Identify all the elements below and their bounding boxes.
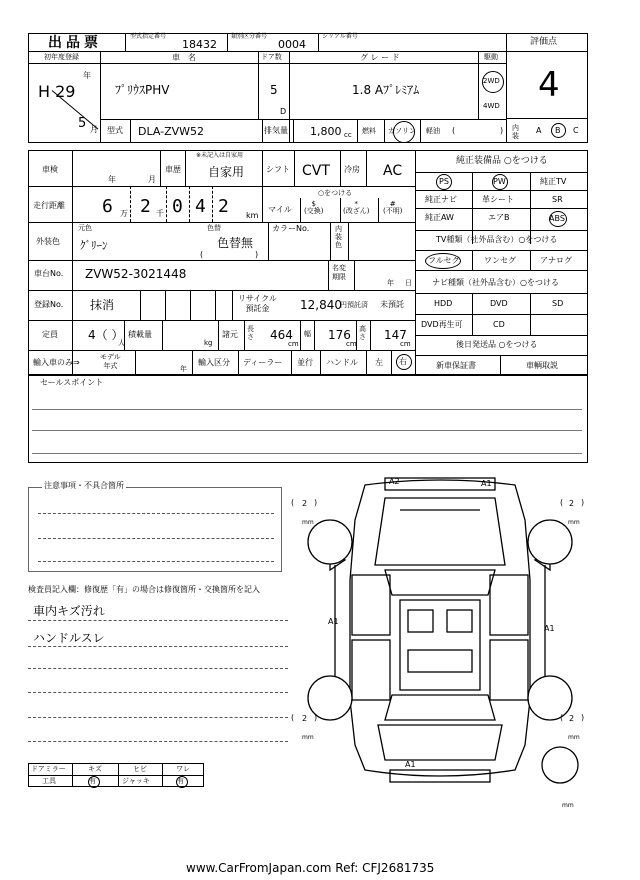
tv-title: TV種類（社外品含む）○をつける <box>436 235 558 244</box>
interior-b: B <box>555 126 561 135</box>
handle-right: 右 <box>399 357 407 366</box>
legend-jack: ジャッキ <box>122 777 150 785</box>
tire-rl-open: ( <box>291 713 295 722</box>
legend-scratch: キズ <box>88 765 102 773</box>
model-value: DLA-ZVW52 <box>138 125 205 138</box>
mileage-digit-2: 2 <box>140 196 151 217</box>
capacity-person: 人 <box>118 339 125 347</box>
mileage-label: 走行距離 <box>33 201 65 210</box>
displacement-value: 1,800 <box>310 125 342 138</box>
legend-jack-have: 有 <box>177 777 184 785</box>
class-value: 0004 <box>278 38 306 51</box>
paint-label: 色替 <box>207 224 221 232</box>
height-label: 高さ <box>359 325 366 341</box>
car-name-label: 車 名 <box>172 53 196 62</box>
tire-rl-close: ) <box>314 713 318 722</box>
reg-label: 登録No. <box>34 300 64 309</box>
note-line-1: 車内キズ汚れ <box>33 604 105 618</box>
ac-label: 冷房 <box>344 165 360 174</box>
tire-fr-close: ) <box>581 498 585 507</box>
navi-dvd: DVD <box>490 299 508 308</box>
mileage-mile: マイル <box>268 205 292 214</box>
displacement-label: 排気量 <box>264 126 288 135</box>
mileage-sen: 千 <box>156 209 164 218</box>
import-type-label: 輸入区分 <box>198 358 230 367</box>
paint-paren-open: ( <box>200 250 204 259</box>
equip-pw: PW <box>493 177 506 186</box>
note-line-2: ハンドルスレ <box>33 631 105 645</box>
name-change-year: 年 <box>387 279 394 287</box>
equip-navi: 純正ナビ <box>425 195 457 204</box>
mileage-tamper: * (改ざん) <box>343 200 370 215</box>
serial-label: シリアル番号 <box>322 33 358 40</box>
first-reg-label: 初年度登録 <box>44 53 79 61</box>
equip-leather: 革シート <box>482 195 514 204</box>
tv-oneseg: ワンセグ <box>484 256 516 265</box>
tire-rr-val: 2 <box>569 714 575 723</box>
model-year-unit: 年 <box>180 365 187 373</box>
navi-sd: SD <box>552 299 564 308</box>
tv-analog: アナログ <box>540 256 572 265</box>
equip-ps: PS <box>439 177 449 186</box>
tire-rl-mm: mm <box>302 734 314 741</box>
legend-tool-have: 有 <box>89 777 96 785</box>
inspection-year-unit: 年 <box>108 175 116 184</box>
notes-box <box>28 487 282 572</box>
size-label: 諸元 <box>222 330 238 339</box>
navi-title: ナビ種類（社外品含む）○をつける <box>432 278 559 287</box>
tire-spare-mm: mm <box>562 802 574 809</box>
inspection-label: 車検 <box>42 165 58 174</box>
score-value: 4 <box>538 65 560 105</box>
later-warranty: 新車保証書 <box>436 361 476 370</box>
name-change-day: 日 <box>405 279 412 287</box>
equip-abs: ABS <box>549 214 565 223</box>
legend-tool: 工具 <box>42 777 56 785</box>
chassis-label: 車台No. <box>34 269 64 278</box>
drive-2wd: 2WD <box>483 77 500 85</box>
fuel-label: 燃料 <box>362 127 376 135</box>
parallel-label: 並行 <box>297 358 313 367</box>
mileage-man: 万 <box>120 209 128 218</box>
width-label: 幅 <box>304 330 311 338</box>
sales-point-box <box>28 375 588 463</box>
reg-value: 抹消 <box>90 298 115 312</box>
type-cert-label: 型式指定番号 <box>130 33 167 40</box>
tire-rl-val: 2 <box>302 714 308 723</box>
handle-left: 左 <box>375 358 383 367</box>
legend-split: ワレ <box>176 765 190 773</box>
footer-ref: www.CarFromJapan.com Ref: CFJ2681735 <box>186 861 435 875</box>
mileage-km: km <box>246 211 259 220</box>
recycle-amount: 12,840 <box>300 298 342 312</box>
capacity-label: 定員 <box>42 330 58 339</box>
inspection-month-unit: 月 <box>148 175 156 184</box>
dmg-side-left: A1 <box>328 617 339 626</box>
recycle-unpaid: 未預託 <box>380 300 404 309</box>
displacement-cc: cc <box>344 131 352 139</box>
mileage-digit-5: 2 <box>218 196 229 217</box>
width-cm: cm <box>346 340 357 348</box>
page-title: 出品票 <box>48 35 102 51</box>
shift-value: CVT <box>302 163 330 179</box>
tire-fr-val: 2 <box>569 499 575 508</box>
tire-fl-mm: mm <box>302 519 314 526</box>
notes-title: 注意事項・不具合箇所 <box>44 481 124 490</box>
recycle-label: リサイクル 預託金 <box>238 294 277 313</box>
later-title: 後日発送品 ○をつける <box>456 340 538 349</box>
length-label: 長さ <box>247 325 254 341</box>
doors-value: 5 <box>270 83 278 97</box>
name-change-label: 名変 期限 <box>332 264 346 281</box>
first-reg-month-unit: 月 <box>90 125 98 134</box>
history-label: 車歴 <box>165 165 181 174</box>
length-value: 464 <box>270 328 293 342</box>
width-value: 176 <box>328 328 351 342</box>
doors-sub: D <box>280 107 287 116</box>
later-manual: 車輌取説 <box>526 361 558 370</box>
tire-fr-mm: mm <box>568 519 580 526</box>
dmg-front-right: A1 <box>481 479 492 488</box>
car-name: ﾌﾟﾘｳｽPHV <box>115 83 170 97</box>
color-label: 外装色 <box>36 237 60 246</box>
drive-4wd: 4WD <box>483 102 500 110</box>
type-cert-value: 18432 <box>182 38 217 51</box>
shift-label: シフト <box>266 165 290 174</box>
class-label: 類別区分番号 <box>231 33 268 40</box>
chassis-value: ZVW52-3021448 <box>85 267 187 281</box>
handle-label: ハンドル <box>326 358 358 367</box>
interior-label: 内装 <box>512 124 519 140</box>
score-label: 評価点 <box>530 37 558 47</box>
mileage-digit-1: 6 <box>102 196 113 217</box>
grade-label: グ レ ー ド <box>360 53 400 62</box>
inspector-note: 検査員記入欄：修復歴「有」の場合は修復箇所・交換箇所を記入 <box>28 585 260 594</box>
dmg-side-right: A1 <box>544 624 555 633</box>
equip-aw: 純正AW <box>425 213 454 222</box>
mileage-digit-4: 4 <box>195 196 206 217</box>
drive-label: 駆動 <box>484 53 498 61</box>
height-cm: cm <box>400 340 411 348</box>
grade-value: 1.8 Aﾌﾟﾚﾐｱﾑ <box>352 83 420 97</box>
tire-fr-open: ( <box>560 498 564 507</box>
fuel-diesel: 軽油 <box>426 127 440 135</box>
navi-cd: CD <box>493 320 505 329</box>
history-value: 自家用 <box>208 165 245 179</box>
load-kg: kg <box>204 339 213 347</box>
mileage-unknown: # (不明) <box>383 200 403 215</box>
navi-dvdplay: DVD再生可 <box>421 320 463 329</box>
history-note: ※未記入は自家用 <box>196 152 244 159</box>
equip-tv: 純正TV <box>540 177 567 186</box>
color-no-label: カラーNo. <box>272 224 310 233</box>
load-label: 積載量 <box>128 330 152 339</box>
fuel-paren-close: ) <box>500 126 504 135</box>
legend-mirror: ドアミラー <box>31 765 66 773</box>
capacity-value: 4（ ） <box>88 328 124 342</box>
equip-airbag: エアB <box>488 213 510 222</box>
mileage-exchange: $ (交換) <box>304 200 324 215</box>
dmg-rear: A1 <box>405 760 416 769</box>
tire-rr-mm: mm <box>568 734 580 741</box>
interior-color-label: 内 装 色 <box>335 225 342 249</box>
car-diagram <box>290 470 590 810</box>
orig-color-value: ｸﾞﾘｰﾝ <box>80 239 108 252</box>
fuel-paren-open: ( <box>452 126 456 135</box>
doors-label: ドア数 <box>261 53 282 61</box>
tire-rr-close: ) <box>581 713 585 722</box>
legend-crack: ヒビ <box>133 765 147 773</box>
orig-color-label: 元色 <box>78 224 92 232</box>
import-label: 輸入車のみ⇒ <box>33 358 80 367</box>
ac-value: AC <box>383 163 403 179</box>
model-label: 型式 <box>107 126 123 135</box>
fuel-gasoline: ガソリン <box>388 127 416 135</box>
first-reg-month: 5 <box>78 116 87 131</box>
tire-rr-open: ( <box>560 713 564 722</box>
paint-value: 色替無 <box>217 236 254 250</box>
height-value: 147 <box>384 328 407 342</box>
dmg-front-left: A2 <box>389 477 400 486</box>
equip-sr: SR <box>552 195 563 204</box>
navi-hdd: HDD <box>434 299 453 308</box>
interior-c: C <box>573 126 579 135</box>
sales-point-label: セールスポイント <box>40 378 104 387</box>
length-cm: cm <box>288 340 299 348</box>
interior-a: A <box>536 126 542 135</box>
mileage-digit-3: 0 <box>172 196 183 217</box>
recycle-paid: 円預託済 <box>340 301 368 309</box>
tv-fullseg: フルセグ <box>428 256 460 265</box>
equip-title: 純正装備品 ○をつける <box>456 156 548 166</box>
first-reg-era: H 29 <box>38 82 76 101</box>
tire-fl-val: 2 <box>302 499 308 508</box>
mileage-circle-note: ○をつける <box>318 189 353 197</box>
dealer-label: ディーラー <box>243 358 283 367</box>
first-reg-year-unit: 年 <box>83 71 91 80</box>
tire-fl-open: ( <box>291 498 295 507</box>
paint-paren-close: ) <box>255 250 259 259</box>
tire-fl-close: ) <box>314 498 318 507</box>
model-year-label: モデル 年式 <box>100 353 121 370</box>
